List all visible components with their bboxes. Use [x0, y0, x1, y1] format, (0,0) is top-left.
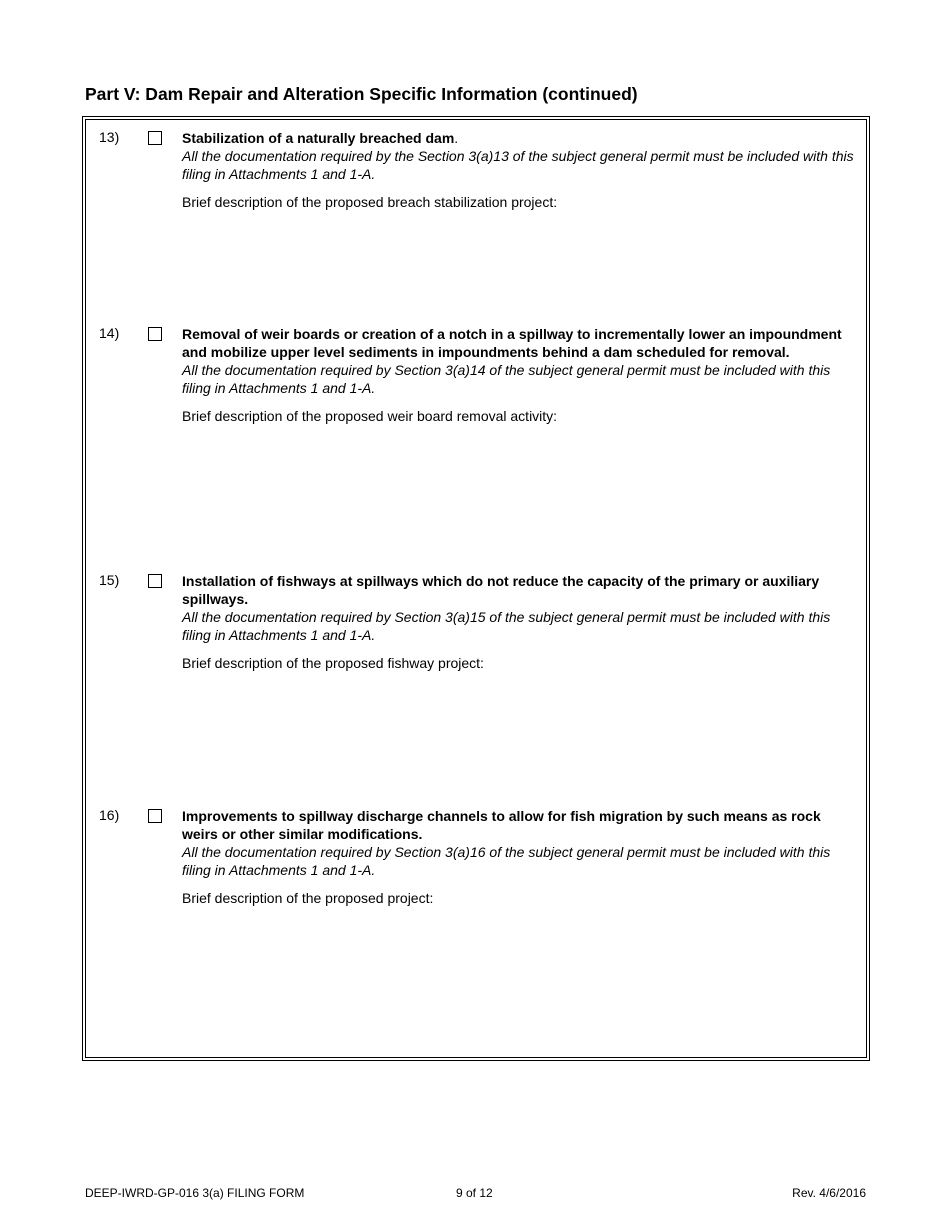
- item-heading-suffix: .: [454, 130, 459, 146]
- form-frame: [82, 116, 870, 1061]
- footer-page-number: 9 of 12: [456, 1186, 493, 1200]
- item-13-checkbox[interactable]: [148, 131, 162, 145]
- item-13-description-area[interactable]: [182, 219, 860, 319]
- item-note: All the documentation required by Section 3(a)14 of the subject general permit must be included with this filing in Attachments 1 and 1-A.: [182, 362, 831, 396]
- item-number: 13): [99, 129, 120, 145]
- brief-description-label: Brief description of the proposed weir board removal activity:: [182, 408, 558, 424]
- item-note: All the documentation required by Section 3(a)16 of the subject general permit must be included with this filing in Attachments 1 and 1-A.: [182, 844, 831, 878]
- item-15-checkbox[interactable]: [148, 574, 162, 588]
- brief-description-label: Brief description of the proposed fishway project:: [182, 655, 484, 671]
- brief-description-label: Brief description of the proposed project:: [182, 890, 434, 906]
- item-14-checkbox[interactable]: [148, 327, 162, 341]
- item-16-description-area[interactable]: [182, 915, 860, 1045]
- item-heading: Stabilization of a naturally breached dam: [182, 130, 455, 146]
- footer-form-id: DEEP-IWRD-GP-016 3(a) FILING FORM: [85, 1186, 305, 1200]
- item-heading: Installation of fishways at spillways which do not reduce the capacity of the primary or auxiliary spillways.: [182, 573, 820, 607]
- item-15-description-area[interactable]: [182, 680, 860, 800]
- footer-revision: Rev. 4/6/2016: [792, 1186, 866, 1200]
- item-note: All the documentation required by Section 3(a)15 of the subject general permit must be included with this filing in Attachments 1 and 1-A.: [182, 609, 831, 643]
- item-number: 15): [99, 572, 120, 588]
- page-title: Part V: Dam Repair and Alteration Specific Information (continued): [85, 84, 638, 104]
- item-14-description-area[interactable]: [182, 451, 860, 561]
- item-number: 16): [99, 807, 120, 823]
- item-note: All the documentation required by the Section 3(a)13 of the subject general permit must be included with this filing in Attachments 1 and 1-A.: [182, 148, 854, 182]
- item-number: 14): [99, 325, 120, 341]
- item-heading: Removal of weir boards or creation of a notch in a spillway to incrementally lower an impoundment and mobilize upper level sediments in impoundments behind a dam scheduled for removal.: [182, 326, 842, 360]
- item-heading: Improvements to spillway discharge channels to allow for fish migration by such means as rock weirs or other similar modifications.: [182, 808, 821, 842]
- item-16-checkbox[interactable]: [148, 809, 162, 823]
- brief-description-label: Brief description of the proposed breach stabilization project:: [182, 194, 558, 210]
